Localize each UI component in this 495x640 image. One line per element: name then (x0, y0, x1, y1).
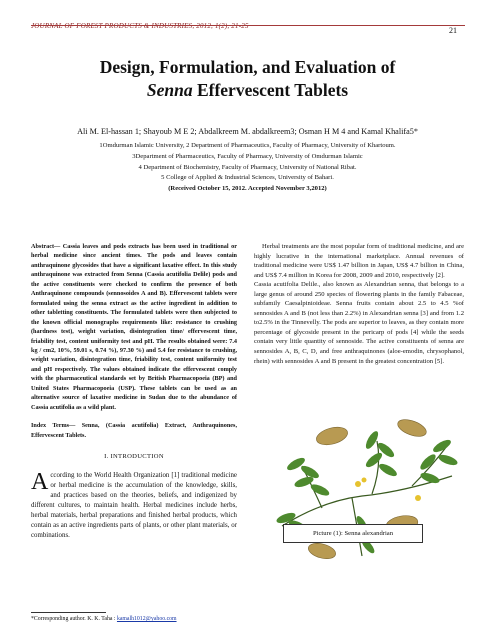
introduction-text: ccording to the World Health Organization [1] traditional medicine or herbal medicine is the accumulation of the knowledge, skills, and practices based on the theories, beliefs, and indigenized by different cultures, to maintain health. Herbal medicines include herbs, herbal materials, herbal preparations and finished herbal products, which contain as an active ingredients parts of plants, or other plant materials, or combinations. (31, 471, 237, 539)
paper-title (0, 56, 495, 102)
picture-caption: Picture (1): Senna alexandrian (283, 524, 423, 543)
introduction-paragraph (31, 468, 237, 541)
affiliation-3: 3Department of Pharmaceutics, Faculty of Pharmacy, University of Omdurman Islamic (132, 152, 363, 160)
author-list: Ali M. El-hassan 1; Shayoub M E 2; Abdalkreem M. abdalkreem3; Osman H M 4 and Kamal Khalifa5* (77, 127, 418, 136)
right-column (254, 242, 464, 366)
footnote-text: *Corresponding author. K. K. Taha : (31, 616, 116, 622)
title-line-1: Design, Formulation, and Evaluation of (99, 57, 396, 77)
drop-cap: A (31, 468, 49, 495)
page-number: 21 (449, 26, 457, 35)
affiliation-4: 4 Department of Biochemistry, Faculty of Pharmacy, University of National Ribat. (138, 163, 357, 171)
footnote-rule (31, 612, 106, 613)
journal-header (31, 15, 467, 33)
left-column (31, 242, 237, 541)
footnote (31, 616, 177, 622)
received-dates: (Received October 15, 2012. Accepted November 3,2012) (168, 185, 327, 193)
title-rest: Effervescent Tablets (192, 80, 349, 100)
right-paragraph-1: Herbal treatments are the most popular form of traditional medicine, and are highly lucrative in the international marketplace. Annual revenues of traditional medicine were US$ 1.47 billion in Japan, US$ 4.7 billion in China, and US$ 7.4 million in Korea for 2008, 2009 and 2010, respectively [2]. (254, 243, 464, 279)
abstract: Abstract— Cassia leaves and pods extracts has been used in traditional or herbal medicine since ancient times. The pods and leaves contain anthraquinone glycosides that have a significant laxative effect. In this study anthraquinone was extracted from Senna (Cassia acutifolia Delile) pods and the active constituents were checked to confirm the presence of both Anthraquinone compounds (sennosoides A and B). Effervescent tablets were formulated using the senna extract as the active ingredient in addition to other tabletting constituents. The formulated tablets were then subjected to the known official monographs requirements like: resistance to crushing (hardness test), weight variation, disintegration time/ effervescent time, friability test, content uniformity test and pH. The results obtained were: 7.4 kg / cm2, 10%, 59.01 s, 0.74 %), 97.30 %) and 5.4 for resistance to crushing, weight variation, disintegration time, friability test, content uniformity test and pH respectively. The values obtained indicate the effervescent comply with the pharmaceutical standards set by British Pharmacopoeia (BP) and United States Pharmacopoeia (USP). These tablets can be used as an alternative source of laxative medicine in Sudan due to the abundance of Cassia acutifolia as a wild plant. (31, 243, 237, 411)
senna-plant-illustration (262, 406, 467, 571)
section-heading: I. INTRODUCTION (104, 453, 164, 461)
affiliations (20, 141, 475, 195)
title-senna: Senna (146, 80, 193, 100)
title-line-2 (0, 79, 495, 102)
affiliation-5: 5 College of Applied & Industrial Sciences, University of Bahari. (161, 174, 334, 182)
header-rule (31, 25, 465, 26)
right-paragraph-2: Cassia acutifolia Delile., also known as Alexandrian senna, that belongs to a large genus of around 250 species of flowering plants in the family Fabaceae, subfamily Caesalpinioideae. Senna fruits contain about 2.5 to 4.5 %of sennosides A and B (not less than 2.2%) in Alexandrian senna [3] and from 1.2 to2.5% in the Tinnevelly. The pods are superior to leaves, as they contain more percentage of glycoside present in the pericarp of pods [4] while the seeds contain very little quantity of sennoside. The active constituents of senna are sennosides A, B, C, D, and free anthraquinones (aloe-emodin, chrysophanol, rhein) with sennosides A and B present in the greatest concentration [5]. (254, 281, 464, 365)
footnote-email-link[interactable]: kamalh1012@yahoo.com (116, 616, 177, 622)
index-terms: Index Terms— Senna, (Cassia acutifolia) Extract, Anthraquinones, Effervescent Tablets. (31, 422, 237, 439)
affiliation-1: 1Omdurman Islamic University, 2 Department of Pharmaceutics, Faculty of Pharmacy, University of Khartoum. (99, 142, 396, 149)
journal-name: JOURNAL OF FOREST PRODUCTS & INDUSTRIES, 2012, 1(2), 21-25 (31, 22, 249, 30)
